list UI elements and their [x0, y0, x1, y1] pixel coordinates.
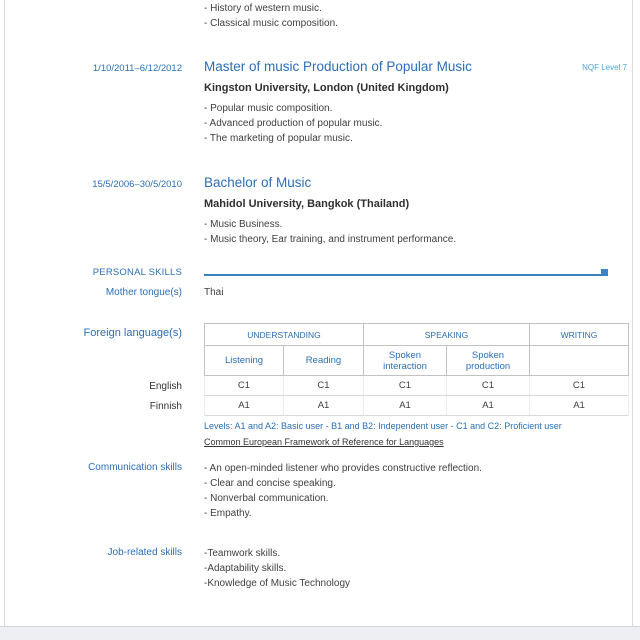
level-cell: C1 [364, 376, 447, 396]
bullet-line: -Teamwork skills. [204, 548, 281, 559]
bullet-line: - Classical music composition. [204, 18, 338, 29]
table-subheader-spoken-interaction: Spoken interaction [364, 346, 447, 376]
previous-entry-bullets [5, 1, 632, 31]
level-cell: A1 [364, 396, 447, 416]
mother-tongue-value: Thai [204, 287, 224, 298]
education-entry-bachelor [5, 175, 632, 247]
level-cell: A1 [447, 396, 530, 416]
entry-title: Master of music Production of Popular Music [204, 59, 472, 74]
communication-skills-label: Communication skills [88, 462, 182, 473]
language-table [5, 323, 632, 416]
section-heading: PERSONAL SKILLS [92, 267, 182, 278]
level-cell: A1 [530, 396, 629, 416]
level-cell: A1 [204, 396, 284, 416]
level-cell: C1 [447, 376, 530, 396]
table-header-understanding: UNDERSTANDING [204, 323, 364, 346]
table-subheader-listening: Listening [204, 346, 284, 376]
levels-note-text: Levels: A1 and A2: Basic user - B1 and B2: Independent user - C1 and C2: Proficient user [204, 421, 562, 431]
foreign-languages-label: Foreign language(s) [83, 327, 182, 339]
bullet-line: - Music theory, Ear training, and instrument performance. [204, 234, 457, 245]
table-subheader-reading: Reading [284, 346, 364, 376]
entry-date: 1/10/2011–6/12/2012 [92, 63, 182, 74]
level-cell: C1 [204, 376, 284, 396]
cv-page [4, 0, 633, 626]
section-rule-line [204, 274, 601, 276]
bullet-line: - Music Business. [204, 219, 283, 230]
bullet-line: - Advanced production of popular music. [204, 118, 383, 129]
section-rule [204, 269, 608, 276]
level-cell: C1 [530, 376, 629, 396]
table-header-speaking: SPEAKING [364, 323, 530, 346]
entry-title: Bachelor of Music [204, 175, 312, 190]
entry-organisation: Mahidol University, Bangkok (Thailand) [204, 198, 410, 210]
level-cell: C1 [284, 376, 364, 396]
communication-skills-row [5, 461, 632, 521]
page-bottom-margin [0, 626, 640, 640]
table-subheader-writing-empty [530, 346, 629, 376]
level-cell: A1 [284, 396, 364, 416]
table-subheader-spoken-production: Spoken production [447, 346, 530, 376]
entry-organisation: Kingston University, London (United Kingdom) [204, 82, 449, 94]
bullet-line: - Popular music composition. [204, 103, 333, 114]
bullet-line: - Clear and concise speaking. [204, 478, 336, 489]
personal-skills-section-header [5, 267, 632, 278]
education-entry-master [5, 59, 632, 146]
bullet-line: - An open-minded listener who provides constructive reflection. [204, 463, 482, 474]
bullet-line: - Nonverbal communication. [204, 493, 329, 504]
mother-tongue-label: Mother tongue(s) [105, 287, 182, 298]
bullet-line: - Empathy. [204, 508, 252, 519]
cefr-framework-link[interactable]: Common European Framework of Reference for Languages [204, 437, 444, 447]
job-related-skills-label: Job-related skills [107, 547, 182, 558]
section-rule-end-square [601, 269, 608, 276]
bullet-line: -Adaptability skills. [204, 563, 287, 574]
bullet-line: -Knowledge of Music Technology [204, 578, 351, 589]
mother-tongue-row [5, 287, 632, 298]
language-name: English [149, 380, 182, 392]
language-name: Finnish [149, 400, 182, 412]
entry-nqf-level: NQF Level 7 [582, 63, 627, 72]
bullet-line: - The marketing of popular music. [204, 133, 353, 144]
cefr-levels-note [5, 421, 632, 450]
job-related-skills-row [5, 546, 632, 591]
table-header-writing: WRITING [530, 323, 629, 346]
bullet-line: - History of western music. [204, 3, 322, 14]
entry-date: 15/5/2006–30/5/2010 [92, 179, 182, 190]
